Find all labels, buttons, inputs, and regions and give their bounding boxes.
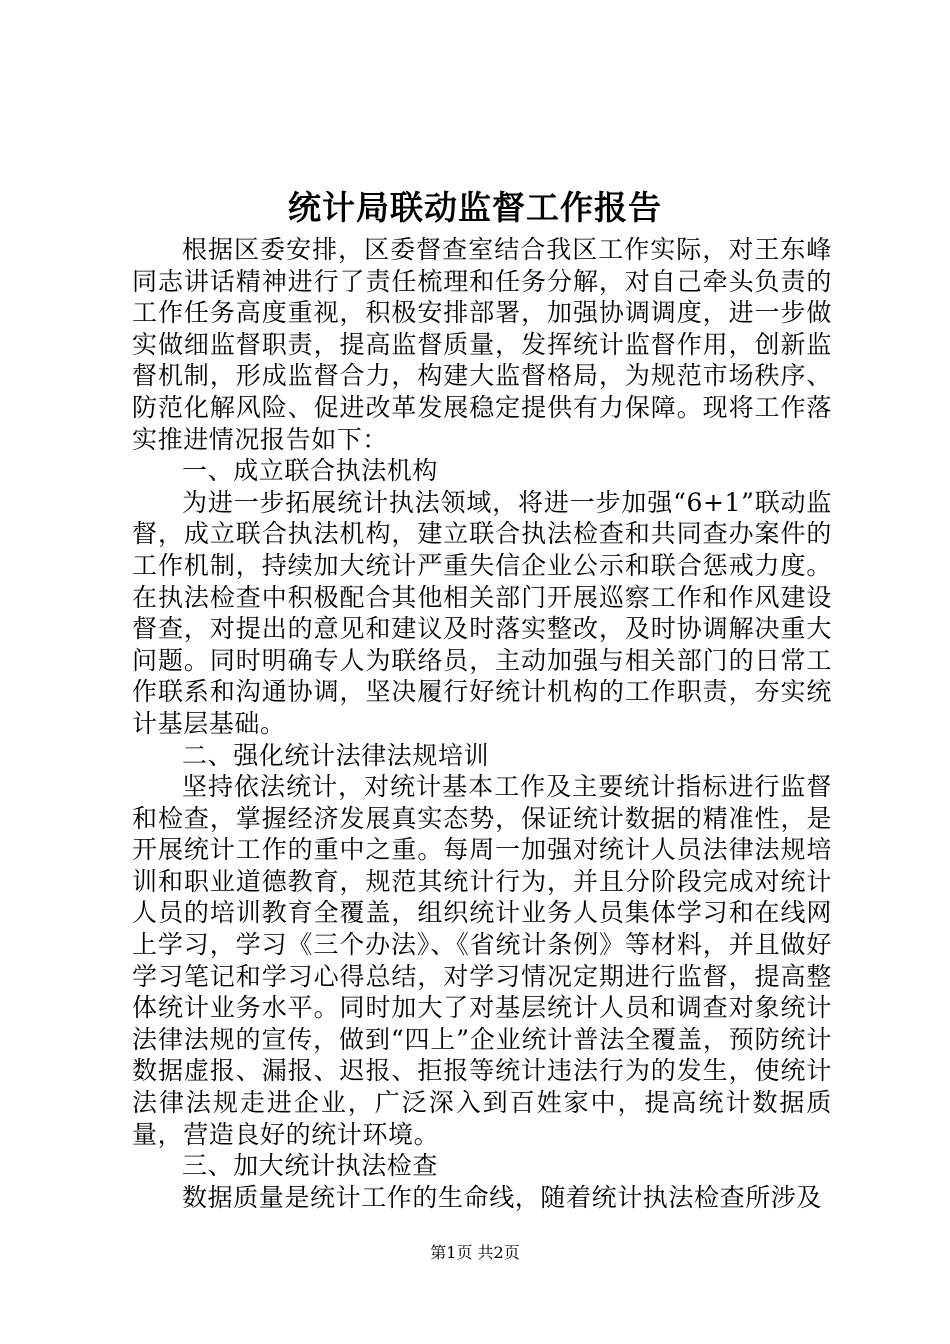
document-body <box>132 234 832 1213</box>
document-title: 统计局联动监督工作报告 <box>288 188 662 227</box>
page-number-footer: 第1页 共2页 <box>430 1243 520 1262</box>
section-heading-3: 三、加大统计执法检查 <box>182 1151 439 1181</box>
section-3-paragraph: 数据质量是统计工作的生命线，随着统计执法检查所涉及 <box>182 1182 823 1212</box>
section-2-paragraph: 坚持依法统计，对统计基本工作及主要统计指标进行监督和检查，掌握经济发展真实态势，保证统计数据的精准性，是开展统计工作的重中之重。每周一加强对统计人员法律法规培训和职业道德教育，规范其统计行为，并且分阶段完成对统计人员的培训教育全覆盖，组织统计业务人员集体学习和在线网上学习，学习《三个办法》、《省统计条例》等材料，并且做好学习笔记和学习心得总结，对学习情况定期进行监督，提高整体统计业务水平。同时加大了对基层统计人员和调查对象统计法律法规的宣传，做到“四上”企业统计普法全覆盖，预防统计数据虚报、漏报、迟报、拒报等统计违法行为的发生，使统计法律法规走进企业，广泛深入到百姓家中，提高统计数据质量，营造良好的统计环境。 <box>132 772 832 1149</box>
section-heading-2: 二、强化统计法律法规培训 <box>182 740 490 770</box>
section-heading-1: 一、成立联合执法机构 <box>182 456 439 486</box>
intro-paragraph: 根据区委安排，区委督查室结合我区工作实际，对王东峰同志讲话精神进行了责任梳理和任务分解，对自己牵头负责的工作任务高度重视，积极安排部署，加强协调调度，进一步做实做细监督职责，提高监督质量，发挥统计监督作用，创新监督机制，形成监督合力，构建大监督格局，为规范市场秩序、防范化解风险、促进改革发展稳定提供有力保障。现将工作落实推进情况报告如下： <box>132 235 832 454</box>
section-1-paragraph: 为进一步拓展统计执法领域，将进一步加强“6+1”联动监督，成立联合执法机构，建立联合执法检查和共同查办案件的工作机制，持续加大统计严重失信企业公示和联合惩戒力度。在执法检查中积极配合其他相关部门开展巡察工作和作风建设督查，对提出的意见和建议及时落实整改，及时协调解决重大问题。同时明确专人为联络员，主动加强与相关部门的日常工作联系和沟通协调，坚决履行好统计机构的工作职责，夯实统计基层基础。 <box>132 487 832 738</box>
